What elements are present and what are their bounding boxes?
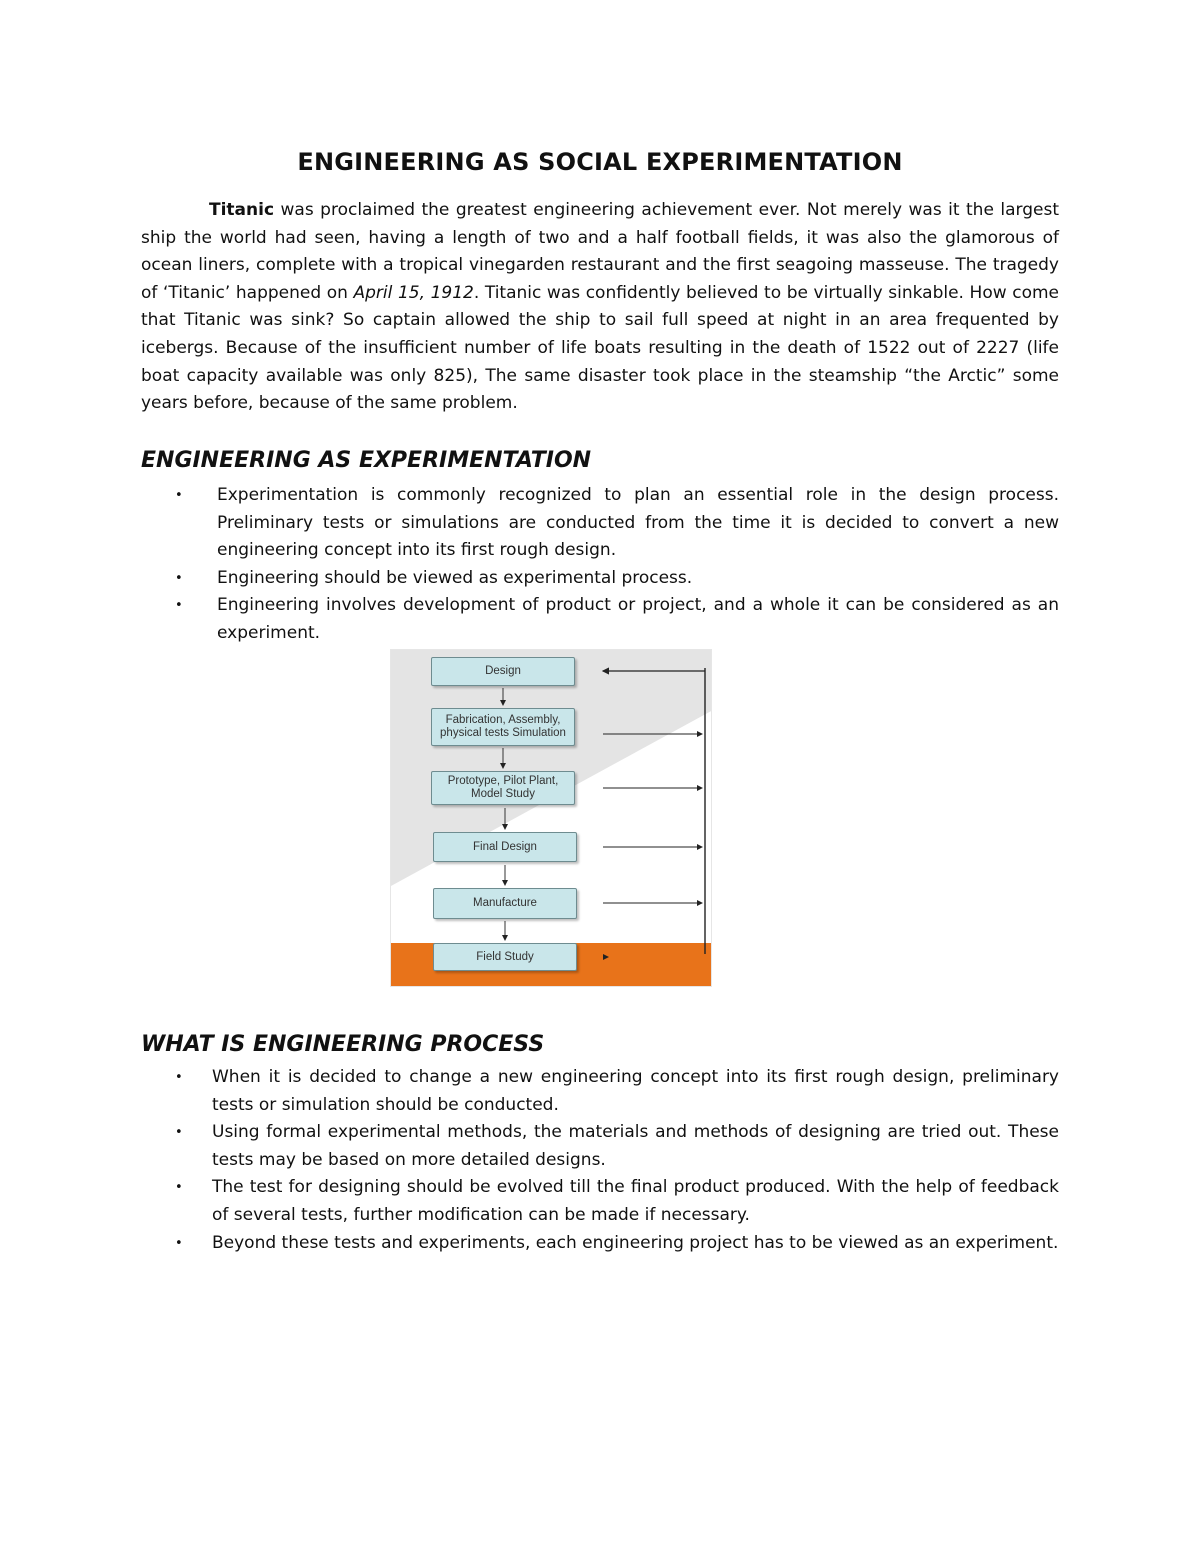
bullet-icon: • (175, 1125, 183, 1141)
intro-date: April 15, 1912 (353, 282, 474, 303)
bullet-icon: • (175, 598, 183, 614)
list-item-text: Using formal experimental methods, the materials and methods of designing are tried out. These tests may be based on more detailed designs. (212, 1122, 1059, 1170)
intro-paragraph (141, 197, 1059, 418)
list-item (141, 1174, 1059, 1229)
intro-text-part1: was proclaimed the greatest engineering achievement ever. Not merely was it the largest ship the world had seen, having a length of two and a half football fields, it was also the glamorous of ocean liners, complete with a tropical vinegarden restaurant and the first seagoing masseuse. The tragedy of ‘Titanic’ happened on (141, 200, 1059, 303)
list-item-text: Engineering involves development of product or project, and a whole it can be considered as an experiment. (217, 595, 1059, 643)
list-item (141, 1119, 1059, 1174)
intro-text-part2: . Titanic was confidently believed to be virtually sinkable. How come that Titanic was sink? So captain allowed the ship to sail full speed at night in an area frequented by icebergs. Because of the insufficient number of life boats resulting in the death of 1522 out of 2227 (life boat capacity available was only 825), The same disaster took place in the steamship “the Arctic” some years before, because of the same problem. (141, 282, 1059, 414)
bullet-icon: • (175, 1070, 183, 1085)
flow-step-prototype: Prototype, Pilot Plant, Model Study (431, 771, 575, 805)
flowchart-connectors (391, 650, 712, 987)
list-item (141, 1064, 1059, 1119)
bullet-icon: • (175, 570, 183, 586)
engineering-process-flowchart (390, 649, 712, 987)
flow-step-design: Design (431, 657, 575, 686)
list-item-text: Beyond these tests and experiments, each engineering project has to be viewed as an experiment. (212, 1232, 1059, 1253)
section-heading-engineering-process: WHAT IS ENGINEERING PROCESS (141, 1032, 545, 1057)
list-item (141, 1230, 1059, 1258)
bullet-icon: • (175, 1235, 183, 1251)
flow-step-manufacture: Manufacture (433, 888, 577, 919)
flow-step-field-study: Field Study (433, 943, 577, 971)
list-item-text: The test for designing should be evolved till the final product produced. With the help of feedback of several tests, further modification can be made if necessary. (212, 1177, 1059, 1225)
section-heading-experimentation: ENGINEERING AS EXPERIMENTATION (141, 448, 592, 473)
bullet-icon: • (175, 488, 183, 503)
bullet-icon: • (175, 1180, 183, 1196)
flow-step-fabrication: Fabrication, Assembly, physical tests Simulation (431, 708, 575, 746)
list-item (141, 565, 1059, 593)
intro-bold-lead: Titanic (209, 200, 275, 220)
flow-step-final-design: Final Design (433, 832, 577, 862)
list-item-text: Experimentation is commonly recognized to plan an essential role in the design process. Preliminary tests or simulations are conducted from the time it is decided to convert a new engineering concept into its first rough design. (217, 485, 1059, 561)
page-title: ENGINEERING AS SOCIAL EXPERIMENTATION (297, 148, 903, 176)
list-item (141, 482, 1059, 565)
experimentation-bullet-list (141, 482, 1059, 648)
list-item-text: When it is decided to change a new engineering concept into its first rough design, preliminary tests or simulation should be conducted. (212, 1067, 1059, 1115)
engineering-process-bullet-list (141, 1064, 1059, 1257)
list-item (141, 592, 1059, 647)
list-item-text: Engineering should be viewed as experimental process. (217, 567, 693, 588)
